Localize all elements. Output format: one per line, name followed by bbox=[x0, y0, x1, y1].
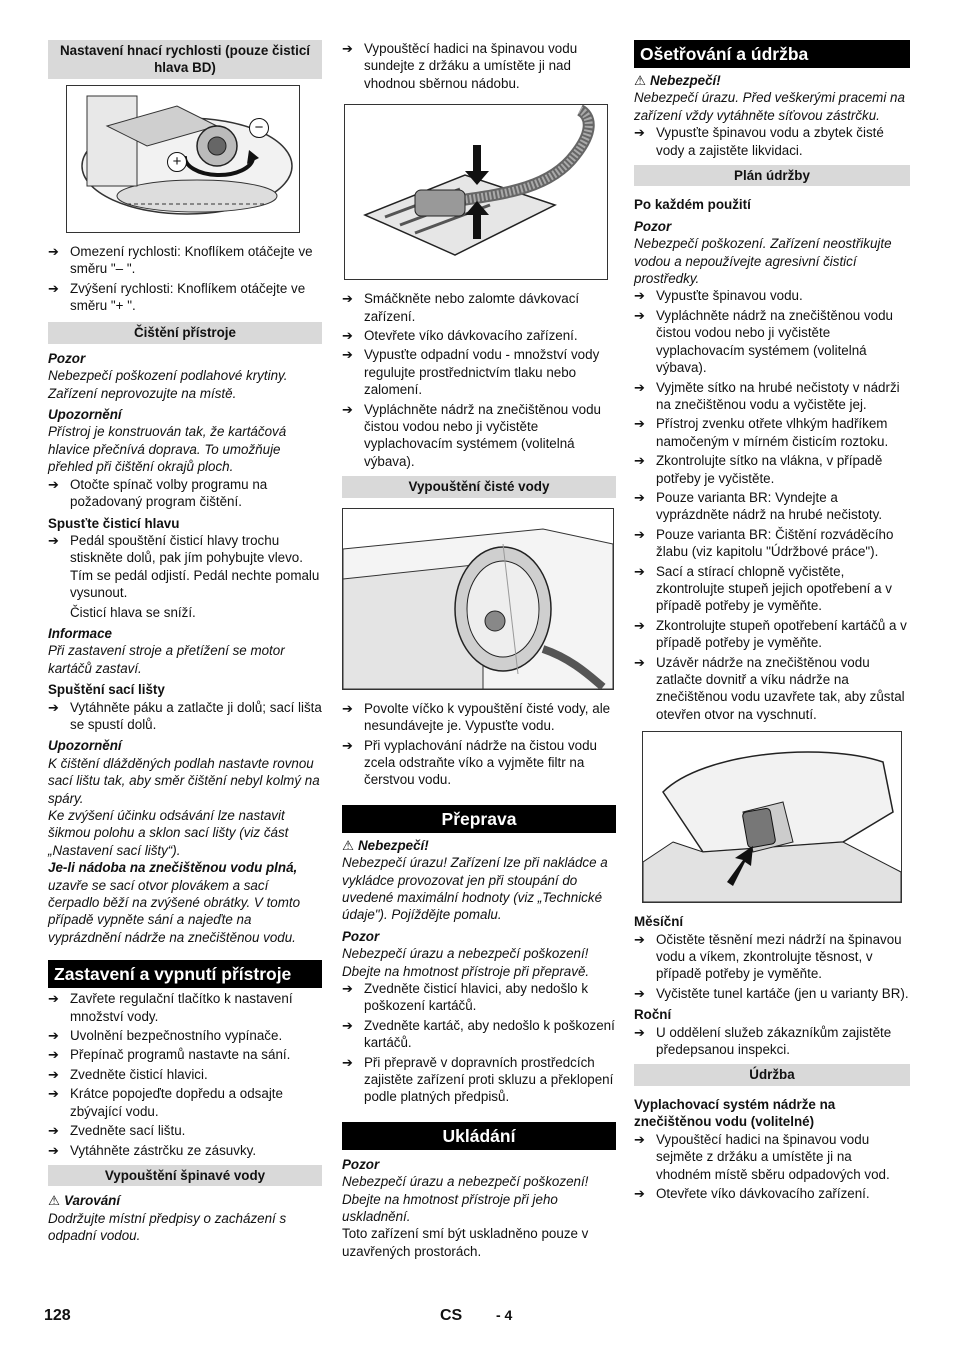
info-text: Při zastavení stroje a přetížení se motor kartáčů zastaví. bbox=[48, 643, 285, 676]
monthly-items bbox=[634, 931, 910, 1003]
list-item: ➔ Vyčistěte tunel kartáče (jen u varianty BR). bbox=[634, 985, 910, 1002]
list-item: ➔ Krátce popojeďte dopředu a odsajte zbývající vodu. bbox=[48, 1085, 322, 1120]
warning-text: Dodržujte místní předpisy o zacházení s odpadní vodou. bbox=[48, 1210, 287, 1244]
section-cleaning-title: Čištění přístroje bbox=[48, 322, 322, 343]
yearly-heading: Roční bbox=[634, 1007, 672, 1023]
caution-label: Pozor bbox=[48, 350, 86, 366]
list-item: ➔ Vypusťte odpadní vodu - množství vody regulujte prostřednictvím tlaku nebo zalomení. bbox=[342, 346, 616, 398]
drain-hose-illustration bbox=[345, 105, 607, 279]
list-item: ➔ Zvedněte sací lištu. bbox=[48, 1122, 322, 1139]
minus-symbol: − bbox=[249, 118, 269, 138]
list-item: ➔ Smáčkněte nebo zalomte dávkovací zařízení. bbox=[342, 290, 616, 325]
flushing-items bbox=[634, 1131, 910, 1203]
list-item: ➔ Vyjměte sítko na hrubé nečistoty v nádrži na znečištěnou vodu a vyčistěte jej. bbox=[634, 379, 910, 414]
list-item: ➔ Uzávěr nádrže na znečištěnou vodu zatlačte dovnitř a víku nádrže na znečištěnou vodu uzavřete tak, aby zůstal otevřen otvor na vyschnutí. bbox=[634, 654, 910, 724]
stop-items bbox=[48, 990, 322, 1159]
danger-text: Nebezpečí úrazu! Zařízení lze při nakládce a vykládce provozovat jen při stoupání do uvedené maximální hodnoty (viz „Technické údaje"). Pojíždějte pomalu. bbox=[342, 855, 608, 923]
list-item: ➔ Pouze varianta BR: Vyndejte a vyprázdněte nádrž na hrubé nečistoty. bbox=[634, 489, 910, 524]
language-code: CS bbox=[440, 1307, 463, 1324]
list-item: ➔ Přepínač programů nastavte na sání. bbox=[48, 1046, 322, 1063]
section-maintenance-plan-title: Plán údržby bbox=[634, 165, 910, 186]
note-text-2d: uzavře se sací otvor plovákem a sací čerpadlo běží na zvýšené obrátky. V tomto případě vypněte sání a najeďte na vyprázdnění nádrže na znečištěnou vodu. bbox=[48, 877, 301, 945]
note-text-2a: K čištění dlážděných podlah nastavte rovnou sací lištu tak, aby směr čištění nebyl kolmý na spáry. bbox=[48, 755, 320, 806]
section-drive-speed-title: Nastavení hnací rychlosti (pouze čisticí hlava BD) bbox=[48, 40, 322, 79]
after-use-heading: Po každém použití bbox=[634, 197, 751, 213]
section-clean-water-title: Vypouštění čisté vody bbox=[342, 476, 616, 497]
section-maintenance-title: Údržba bbox=[634, 1064, 910, 1085]
list-item: ➔ Vypusťte špinavou vodu a zbytek čisté vody a zajistěte likvidaci. bbox=[634, 124, 910, 159]
list-item: ➔ Pouze varianta BR: Čištění rozváděcího žlabu (viz kapitolu "Údržbové práce"). bbox=[634, 526, 910, 561]
info-label: Informace bbox=[48, 625, 112, 641]
monthly-heading: Měsíční bbox=[634, 914, 684, 930]
list-item: ➔ Otevřete víko dávkovacího zařízení. bbox=[342, 327, 616, 344]
list-item: ➔ Zkontrolujte sítko na vlákna, v případě potřeby je vyčistěte. bbox=[634, 452, 910, 487]
list-item: ➔ Zvedněte čisticí hlavici. bbox=[48, 1066, 322, 1083]
clean-water-cap-illustration bbox=[343, 509, 613, 689]
dirty-water-items bbox=[342, 290, 616, 470]
list-item: ➔ Vypouštěcí hadici na špinavou vodu sejměte z držáku a umístěte ji na vhodném místě sběru odpadových vod. bbox=[634, 1131, 910, 1183]
speed-items bbox=[48, 243, 322, 315]
section-storage-title: Ukládání bbox=[342, 1122, 616, 1150]
list-item: ➔ Omezení rychlosti: Knoflíkem otáčejte ve směru "– ". bbox=[48, 243, 322, 278]
list-item: ➔ Zkontrolujte stupeň opotřebení kartáčů a v případě potřeby je vyměňte. bbox=[634, 617, 910, 652]
caution-text: Nebezpečí úrazu a nebezpečí poškození! Dbejte na hmotnost přístroje při přepravě. bbox=[342, 946, 590, 979]
danger-label: ⚠ Nebezpečí! bbox=[634, 73, 721, 88]
list-item: ➔ Pedál spouštění čisticí hlavy trochu stiskněte dolů, pak jím pohybujte vlevo. Tím se pedál odjistí. Pedál nechte pomalu vysunout. bbox=[48, 532, 322, 602]
list-item: ➔ Zvedněte kartáč, aby nedošlo k poškození kartáčů. bbox=[342, 1017, 616, 1052]
list-item: ➔ Vypouštěcí hadici na špinavou vodu sundejte z držáku a umístěte ji nad vhodnou sběrnou nádobu. bbox=[342, 40, 616, 92]
note-label: Upozornění bbox=[48, 407, 122, 423]
list-item: ➔ Vytáhněte zástrčku ze zásuvky. bbox=[48, 1142, 322, 1159]
flushing-system-heading: Vyplachovací systém nádrže na znečištěnou vodu (volitelné) bbox=[634, 1096, 836, 1130]
column-2 bbox=[342, 40, 616, 1260]
note-text-2b: Ke zvýšení účinku odsávání lze nastavit šikmou polohu a sklon sací lišty (viz část „Nastavení sací lišty“). bbox=[48, 808, 289, 858]
note-label-2: Upozornění bbox=[48, 738, 122, 754]
list-item: ➔ Přístroj zvenku otřete vlhkým hadříkem namočeným v mírném čisticím roztoku. bbox=[634, 415, 910, 450]
warning-triangle-icon: ⚠ bbox=[48, 1193, 61, 1209]
list-item: ➔ Povolte víčko k vypouštění čisté vody, ale nesundávejte je. Vypusťte vodu. bbox=[342, 700, 616, 735]
note-bold: Je-li nádoba na znečištěnou vodu plná, bbox=[48, 860, 298, 876]
lower-squeegee-heading: Spuštění sací lišty bbox=[48, 682, 165, 698]
danger-text: Nebezpečí úrazu. Před veškerými pracemi na zařízení vždy vytáhněte síťovou zástrčku. bbox=[634, 90, 905, 123]
figure-tank-lid bbox=[642, 731, 902, 903]
warning-triangle-icon: ⚠ bbox=[342, 837, 355, 853]
list-item: ➔ Sací a stírací chlopně vyčistěte, zkontrolujte stupeň jejich opotřebení a v případě potřeby je vyměňte. bbox=[634, 563, 910, 615]
after-use-items bbox=[634, 287, 910, 723]
list-item: ➔ U oddělení služeb zákazníkům zajistěte předepsanou inspekci. bbox=[634, 1024, 910, 1059]
tank-lid-illustration bbox=[643, 732, 901, 902]
figure-drain-hose bbox=[344, 104, 608, 280]
caution-label: Pozor bbox=[634, 218, 672, 234]
caution-label: Pozor bbox=[342, 928, 380, 944]
note-text: Přístroj je konstruován tak, že kartáčová hlavice přečnívá doprava. To umožňuje přehled při čištění okrajů ploch. bbox=[48, 424, 287, 475]
caution-text-2: Nebezpečí úrazu a nebezpečí poškození! Dbejte na hmotnost přístroje při jeho uskladnění. bbox=[342, 1174, 589, 1225]
warning-triangle-icon: ⚠ bbox=[634, 73, 647, 88]
list-item: ➔ Očistěte těsnění mezi nádrží na špinavou vodu a víkem, zkontrolujte těsnost, v případě potřeby je vyměňte. bbox=[634, 931, 910, 983]
note-text-2c bbox=[48, 859, 322, 946]
warning-label: ⚠ Varování bbox=[48, 1193, 121, 1209]
list-item: ➔ Vypláchněte nádrž na znečištěnou vodu čistou vodou nebo ji vyčistěte vyplachovacím systémem (volitelná výbava). bbox=[634, 307, 910, 377]
list-item: ➔ Vytáhněte páku a zatlačte ji dolů; sací lišta se spustí dolů. bbox=[48, 699, 322, 734]
list-item: ➔ Otevřete víko dávkovacího zařízení. bbox=[634, 1185, 910, 1202]
storage-text: Toto zařízení smí být uskladněno pouze v uzavřených prostorách. bbox=[342, 1226, 589, 1259]
section-stop-title: Zastavení a vypnutí přístroje bbox=[48, 960, 322, 988]
list-item: ➔ Zavřete regulační tlačítko k nastavení množství vody. bbox=[48, 990, 322, 1025]
caution-text: Nebezpečí poškození podlahové krytiny. Zařízení neprovozujte na místě. bbox=[48, 368, 288, 401]
list-item: ➔ Při vyplachování nádrže na čistou vodu zcela odstraňte víko a vyjměte filtr na čerstvou vodu. bbox=[342, 737, 616, 789]
lower-brush-head-heading: Spusťte čisticí hlavu bbox=[48, 515, 180, 531]
list-item: ➔ Zvedněte čisticí hlavici, aby nedošlo k poškození kartáčů. bbox=[342, 980, 616, 1015]
list-item-continuation: Čisticí hlava se sníží. bbox=[70, 604, 196, 620]
list-item: ➔ Otočte spínač volby programu na požadovaný program čištění. bbox=[48, 476, 322, 511]
list-item: ➔ Vypusťte špinavou vodu. bbox=[634, 287, 910, 304]
page-number: 128 bbox=[44, 1307, 71, 1324]
list-item: ➔ Vypláchněte nádrž na znečištěnou vodu čistou vodou nebo ji vyčistěte vyplachovacím systémem (volitelná výbava). bbox=[342, 401, 616, 471]
list-item: ➔ Uvolnění bezpečnostního vypínače. bbox=[48, 1027, 322, 1044]
section-transport-title: Přeprava bbox=[342, 805, 616, 833]
transport-items bbox=[342, 980, 616, 1106]
plus-symbol: + bbox=[167, 152, 187, 172]
list-item: ➔ Zvýšení rychlosti: Knoflíkem otáčejte ve směru "+ ". bbox=[48, 280, 322, 315]
column-1 bbox=[48, 40, 322, 1245]
section-care-title: Ošetřování a údržba bbox=[634, 40, 910, 68]
section-dirty-water-title: Vypouštění špinavé vody bbox=[48, 1165, 322, 1186]
figure-clean-water-cap bbox=[342, 508, 614, 690]
caution-label-2: Pozor bbox=[342, 1156, 380, 1172]
section-page-number: - 4 bbox=[496, 1307, 513, 1323]
clean-water-items bbox=[342, 700, 616, 789]
column-3 bbox=[634, 40, 910, 1204]
figure-speed-knob bbox=[66, 85, 300, 233]
caution-text: Nebezpečí poškození. Zařízení neostřikujte vodou a nepoužívejte agresivní čisticí prostředky. bbox=[634, 236, 892, 287]
danger-label: ⚠ Nebezpečí! bbox=[342, 837, 429, 853]
list-item: ➔ Při přepravě v dopravních prostředcích zajistěte zařízení proti skluzu a překlopení podle platných předpisů. bbox=[342, 1054, 616, 1106]
